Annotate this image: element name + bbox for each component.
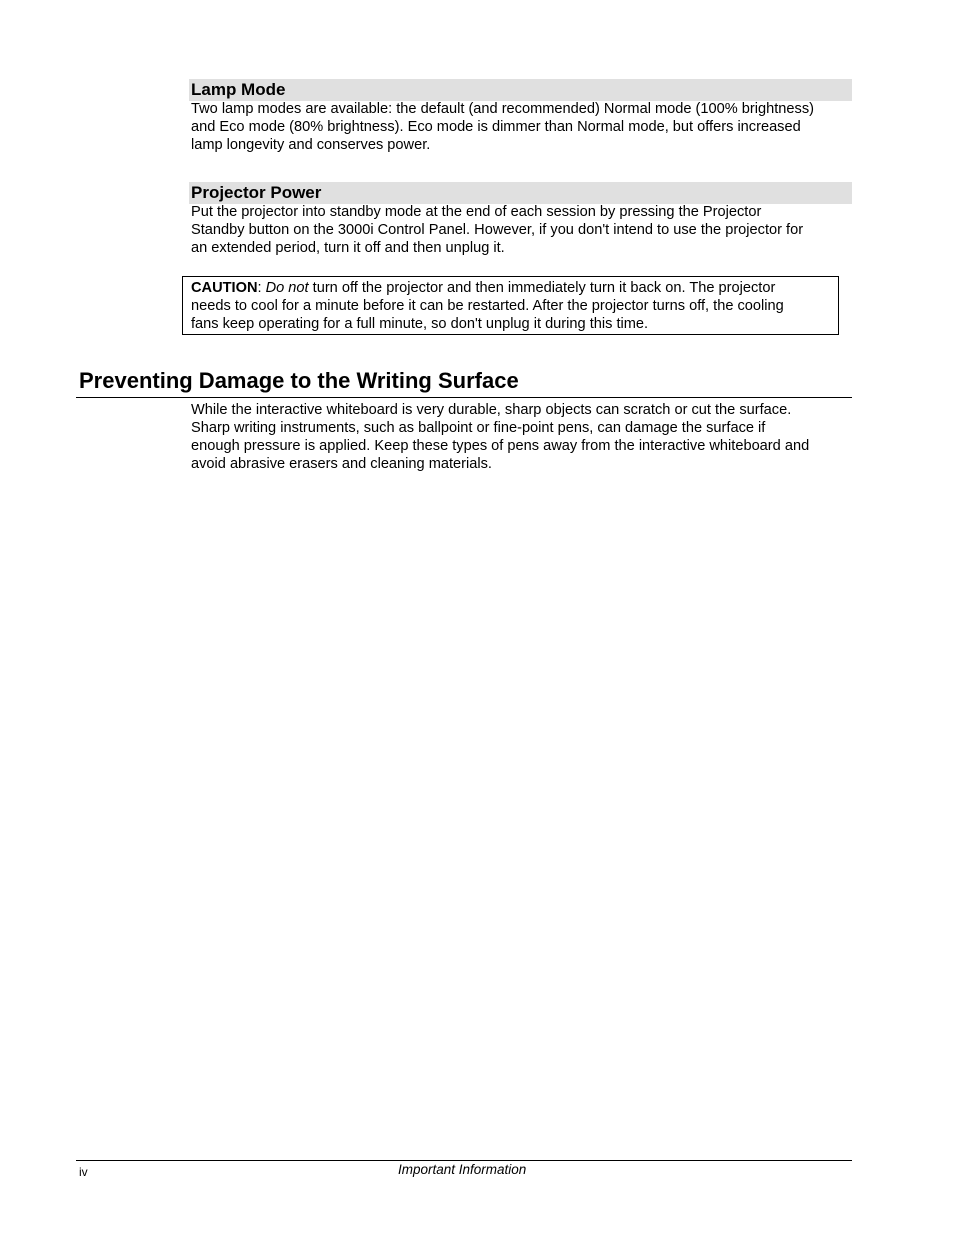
paragraph-line: and Eco mode (80% brightness). Eco mode is dimmer than Normal mode, but offers increased [191,119,801,135]
projector-power-paragraph [191,203,803,257]
paragraph-line: an extended period, turn it off and then unplug it. [191,240,505,256]
paragraph-line: Put the projector into standby mode at the end of each session by pressing the Projector [191,204,762,220]
caution-line: fans keep operating for a full minute, so don't unplug it during this time. [191,316,649,332]
footer-divider [76,1160,852,1161]
writing-surface-paragraph [191,401,809,473]
paragraph-line: Two lamp modes are available: the default (and recommended) Normal mode (100% brightness) [191,101,814,117]
caution-line: needs to cool for a minute before it can be restarted. After the projector turns off, the cooling [191,298,784,314]
page-number: iv [79,1165,88,1179]
lamp-mode-heading: Lamp Mode [189,79,852,101]
paragraph-line: Standby button on the 3000i Control Panel. However, if you don't intend to use the projector for [191,222,804,238]
paragraph-line: lamp longevity and conserves power. [191,137,431,153]
footer-title: Important Information [398,1162,527,1177]
caution-separator: : [257,280,266,296]
caution-box [182,276,839,335]
caution-emphasis: Do not [265,280,309,296]
paragraph-line: avoid abrasive erasers and cleaning materials. [191,456,492,472]
caution-label: CAUTION [191,280,258,296]
caution-line [191,279,838,297]
paragraph-line: Sharp writing instruments, such as ballpoint or fine-point pens, can damage the surface if [191,420,766,436]
caution-text: turn off the projector and then immediately turn it back on. The projector [308,280,776,296]
projector-power-heading: Projector Power [189,182,852,204]
paragraph-line: While the interactive whiteboard is very durable, sharp objects can scratch or cut the surface. [191,402,792,418]
lamp-mode-paragraph [191,100,814,154]
paragraph-line: enough pressure is applied. Keep these types of pens away from the interactive whiteboard and [191,438,810,454]
heading-divider [76,397,852,398]
writing-surface-heading: Preventing Damage to the Writing Surface [79,368,519,393]
